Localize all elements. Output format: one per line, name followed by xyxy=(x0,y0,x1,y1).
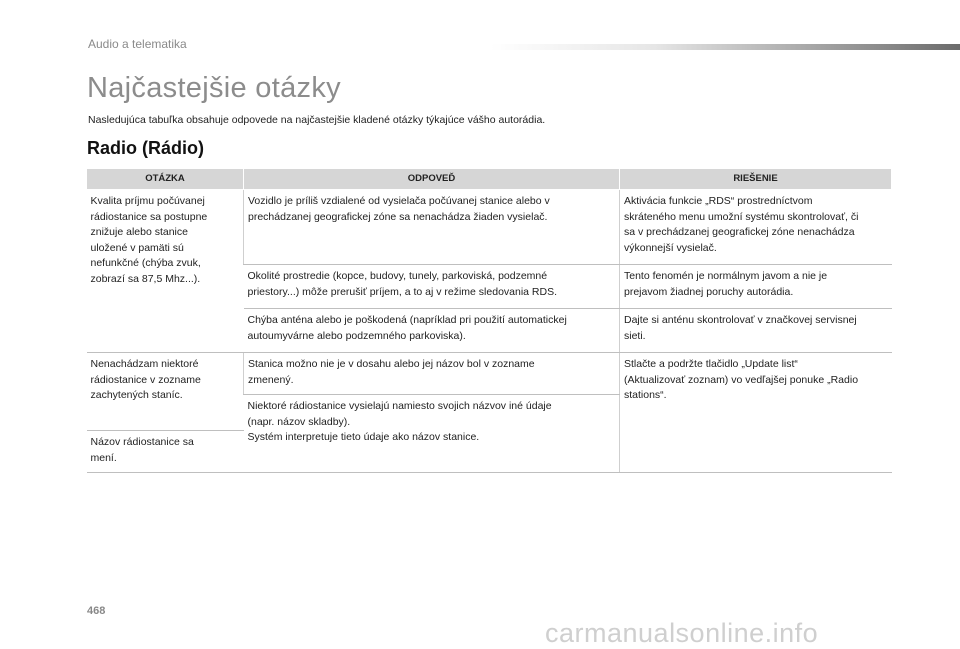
intro-text: Nasledujúca tabuľka obsahuje odpovede na najčastejšie kladené otázky týkajúce vášho autorádia. xyxy=(88,114,546,126)
page-number: 468 xyxy=(87,605,106,617)
header-divider-bar xyxy=(490,44,960,50)
solution-cell: Tento fenomén je normálnym javom a nie je prejavom žiadnej poruchy autorádia. xyxy=(620,265,892,309)
solution-cell: Aktivácia funkcie „RDS“ prostredníctvom skráteného menu umožní systému skontrolovať, či sa v prechádzanej geografickej zóne nenachádza výkonnejší vysielač. xyxy=(620,190,892,265)
table-row xyxy=(87,353,892,395)
answer-cell: Chýba anténa alebo je poškodená (napríklad pri použití automatickej autoumyvárne alebo podzemného parkoviska). xyxy=(244,309,620,353)
question-cell: Kvalita príjmu počúvanej rádiostanice sa postupne znižuje alebo stanice uložené v pamäti sú nefunkčné (chýba zvuk, zobrazí sa 87,5 Mhz...). xyxy=(87,190,244,353)
column-header-solution: RIEŠENIE xyxy=(620,169,892,190)
column-header-answer: ODPOVEĎ xyxy=(244,169,620,190)
table-header-row xyxy=(87,169,892,190)
question-cell: Názov rádiostanice sa mení. xyxy=(87,431,244,473)
solution-cell: Stlačte a podržte tlačidlo „Update list“ (Aktualizovať zoznam) vo vedľajšej ponuke „Radio stations“. xyxy=(620,353,892,473)
watermark: carmanualsonline.info xyxy=(545,618,819,648)
faq-table xyxy=(86,168,892,473)
answer-cell: Stanica možno nie je v dosahu alebo jej názov bol v zozname zmenený. xyxy=(244,353,620,395)
page-title: Najčastejšie otázky xyxy=(87,72,341,104)
section-label: Audio a telematika xyxy=(88,37,187,51)
table-row xyxy=(87,190,892,265)
solution-cell: Dajte si anténu skontrolovať v značkovej servisnej sieti. xyxy=(620,309,892,353)
answer-cell: Niektoré rádiostanice vysielajú namiesto svojich názvov iné údaje (napr. názov skladby). Systém interpretuje tieto údaje ako názov stanice. xyxy=(244,395,620,473)
question-cell: Nenachádzam niektoré rádiostanice v zozname zachytených staníc. xyxy=(87,353,244,431)
answer-cell: Okolité prostredie (kopce, budovy, tunely, parkoviská, podzemné priestory...) môže prerušiť príjem, a to aj v režime sledovania RDS. xyxy=(244,265,620,309)
answer-cell: Vozidlo je príliš vzdialené od vysielača počúvanej stanice alebo v prechádzanej geografickej zóne sa nenachádza žiaden vysielač. xyxy=(244,190,620,265)
column-header-question: OTÁZKA xyxy=(87,169,244,190)
section-heading: Radio (Rádio) xyxy=(87,138,204,158)
